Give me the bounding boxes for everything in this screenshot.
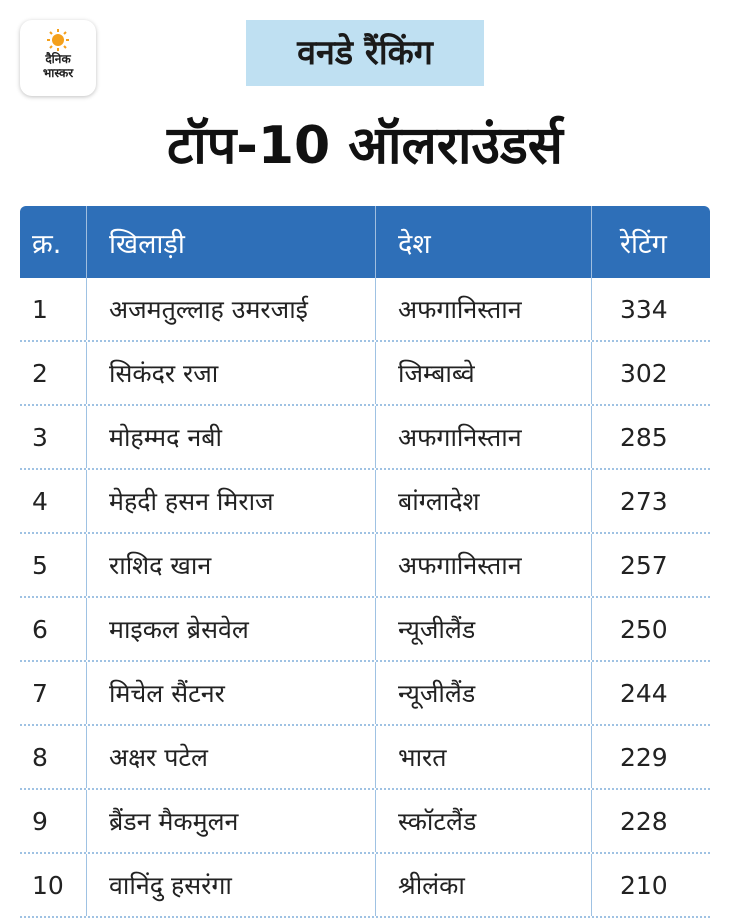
page-title: टॉप-10 ऑलराउंडर्स [167,116,563,176]
cell-country: भारत [375,726,591,788]
table-row [20,726,710,790]
cell-player: मेहदी हसन मिराज [86,470,375,532]
table-row [20,470,710,534]
cell-player: मोहम्मद नबी [86,406,375,468]
cell-country: जिम्बाब्वे [375,342,591,404]
cell-rating: 244 [591,662,710,724]
table-body [20,278,710,918]
cell-country: अफगानिस्तान [375,278,591,340]
logo-line-2: भास्कर [42,66,74,80]
cell-country: बांग्लादेश [375,470,591,532]
cell-country: श्रीलंका [375,854,591,916]
cell-player: अजमतुल्लाह उमरजाई [86,278,375,340]
cell-country: न्यूजीलैंड [375,598,591,660]
table-row [20,342,710,406]
table-row [20,662,710,726]
sun-icon [46,28,70,52]
cell-player: ब्रैंडन मैकमुलन [86,790,375,852]
cell-player: मिचेल सैंटनर [86,662,375,724]
table-row [20,534,710,598]
cell-rating: 250 [591,598,710,660]
cell-rating: 229 [591,726,710,788]
cell-rank: 2 [32,358,48,388]
cell-country: स्कॉटलैंड [375,790,591,852]
cell-player: वानिंदु हसरंगा [86,854,375,916]
cell-rank: 1 [32,294,48,324]
cell-country: अफगानिस्तान [375,534,591,596]
cell-rank: 8 [32,742,48,772]
cell-player: राशिद खान [86,534,375,596]
header-country: देश [375,206,591,278]
cell-rating: 285 [591,406,710,468]
cell-country: न्यूजीलैंड [375,662,591,724]
logo-line-1: दैनिक [45,52,71,66]
cell-rating: 210 [591,854,710,916]
cell-rating: 334 [591,278,710,340]
cell-rating: 228 [591,790,710,852]
rankings-table [20,206,710,918]
header-player: खिलाड़ी [86,206,375,278]
header-rank: क्र. [32,228,62,260]
table-row [20,854,710,918]
table-header-row [20,206,710,278]
cell-player: अक्षर पटेल [86,726,375,788]
table-row [20,278,710,342]
table-row [20,406,710,470]
cell-rating: 302 [591,342,710,404]
cell-rank: 10 [32,870,64,900]
cell-rank: 4 [32,486,48,516]
brand-logo [20,20,96,96]
cell-rating: 273 [591,470,710,532]
header-rating: रेटिंग [591,206,710,278]
cell-country: अफगानिस्तान [375,406,591,468]
cell-player: माइकल ब्रेसवेल [86,598,375,660]
cell-rank: 3 [32,422,48,452]
section-tag: वनडे रैंकिंग [246,20,484,86]
cell-rank: 7 [32,678,48,708]
cell-rank: 5 [32,550,48,580]
cell-player: सिकंदर रजा [86,342,375,404]
table-row [20,598,710,662]
cell-rating: 257 [591,534,710,596]
cell-rank: 6 [32,614,48,644]
table-row [20,790,710,854]
cell-rank: 9 [32,806,48,836]
